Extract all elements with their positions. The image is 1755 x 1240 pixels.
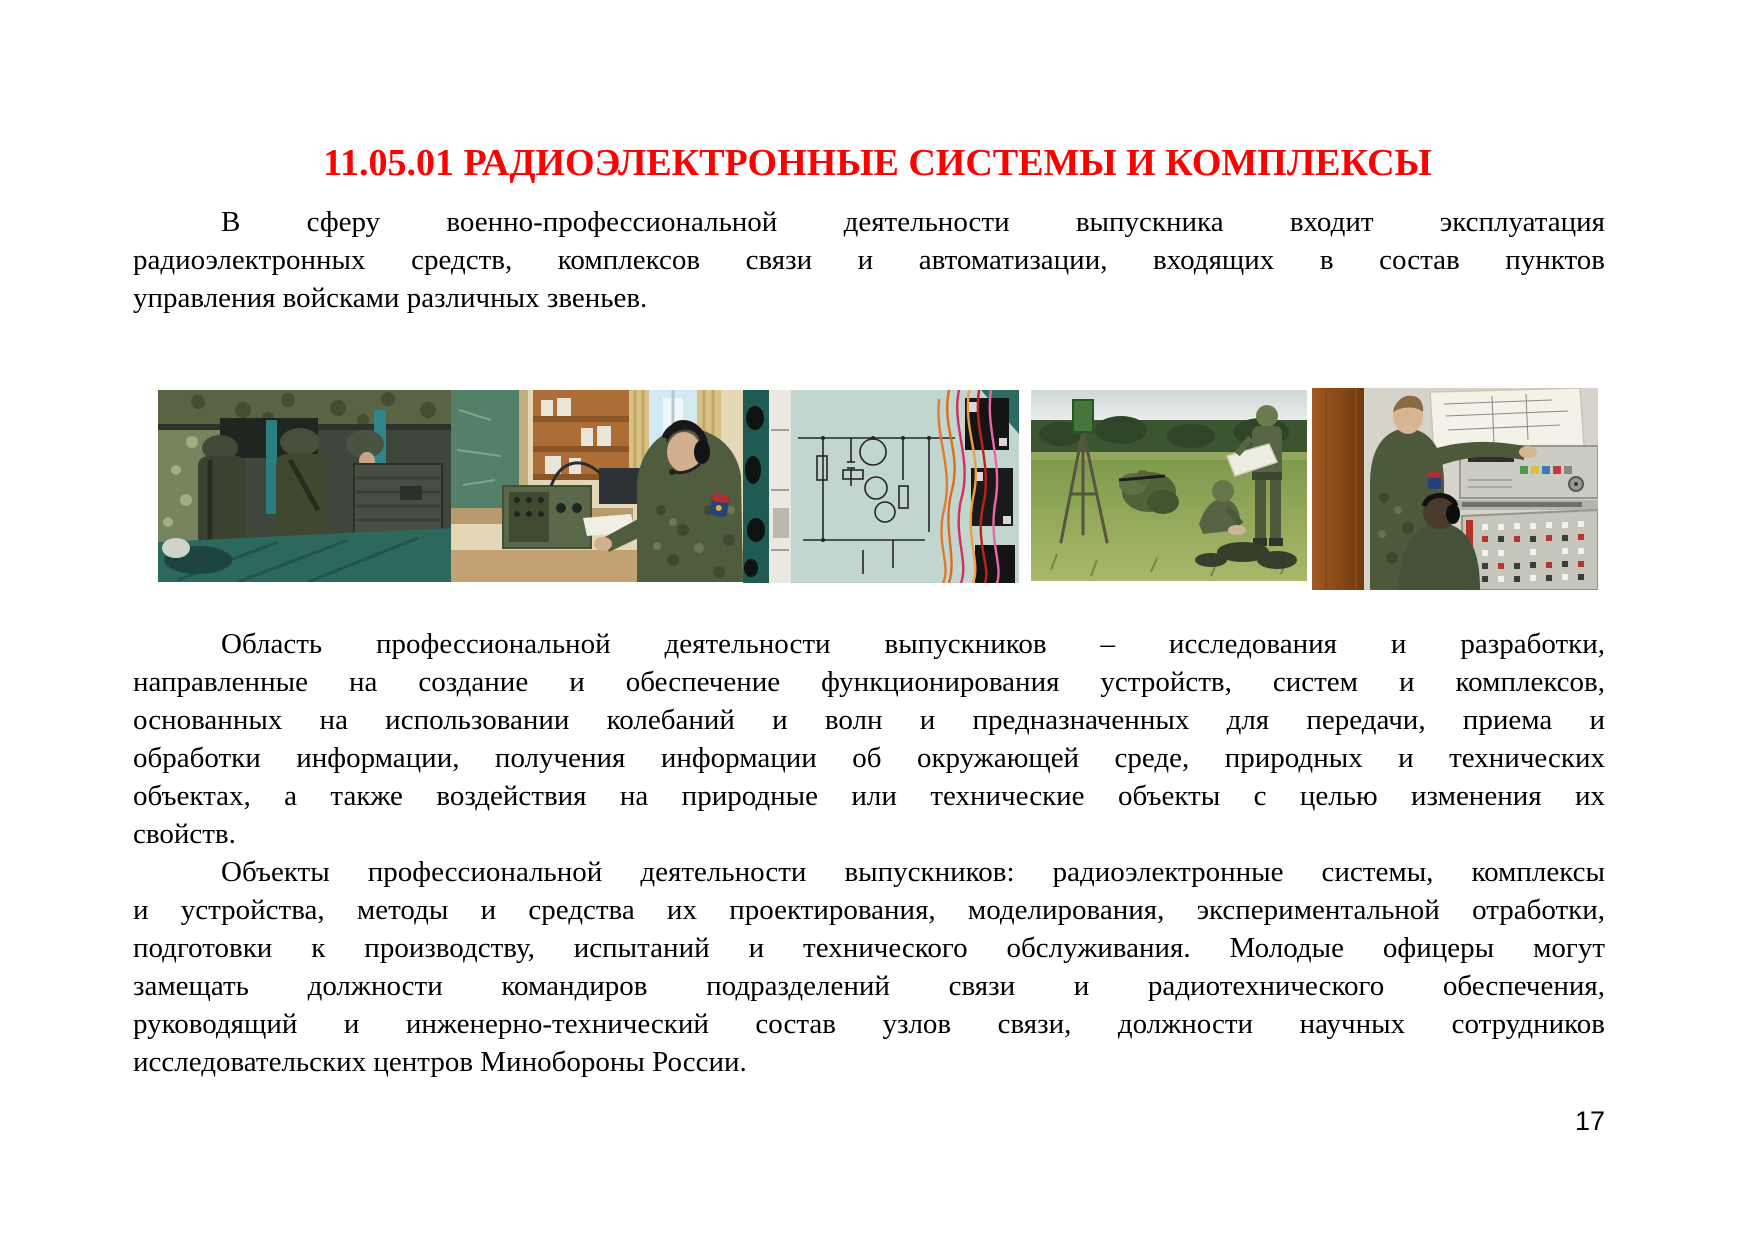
paragraph-line: Область профессиональной деятельности выпускников – исследования и разработки, (221, 628, 1605, 660)
body-paragraphs (133, 625, 1605, 1081)
paragraph-line: управления войсками различных звеньев. (133, 282, 648, 314)
paragraph-line: радиоэлектронных средств, комплексов связи и автоматизации, входящих в состав пунктов (133, 244, 1605, 276)
paragraph-line: исследовательских центров Минобороны России. (133, 1046, 747, 1078)
photo-circuit-diagram-wires (743, 390, 1019, 583)
page-title: 11.05.01 РАДИОЭЛЕКТРОННЫЕ СИСТЕМЫ И КОМПЛЕКСЫ (323, 142, 1432, 184)
photo-radio-operator-classroom (451, 390, 743, 582)
paragraph-line: направленные на создание и обеспечение функционирования устройств, систем и комплексов, (133, 666, 1605, 698)
photo-soldiers-camo-net (158, 390, 451, 582)
paragraph-line: свойств. (133, 818, 236, 850)
photo-cadets-control-console (1312, 388, 1598, 590)
page-number: 17 (1574, 1106, 1606, 1136)
paragraph-line: руководящий и инженерно-технический состав узлов связи, должности научных сотрудников (133, 1008, 1605, 1040)
paragraph-line: замещать должности командиров подразделений связи и радиотехнического обеспечения, (133, 970, 1605, 1002)
paragraph-line: основанных на использовании колебаний и волн и предназначенных для передачи, приема и (133, 704, 1605, 736)
intro-paragraphs (133, 203, 1605, 317)
paragraph-line: обработки информации, получения информации об окружающей среде, природных и технических (133, 742, 1605, 774)
paragraph-line: В сферу военно-профессиональной деятельности выпускника входит эксплуатация (221, 206, 1605, 238)
paragraph-line: Объекты профессиональной деятельности выпускников: радиоэлектронные системы, комплексы (221, 856, 1605, 888)
paragraph-line: и устройства, методы и средства их проектирования, моделирования, экспериментальной отработки, (133, 894, 1605, 926)
paragraph-line: подготовки к производству, испытаний и технического обслуживания. Молодые офицеры могут (133, 932, 1605, 964)
paragraph-line: объектах, а также воздействия на природные или технические объекты с целью изменения их (133, 780, 1605, 812)
photo-field-antenna-tripod (1031, 390, 1307, 581)
